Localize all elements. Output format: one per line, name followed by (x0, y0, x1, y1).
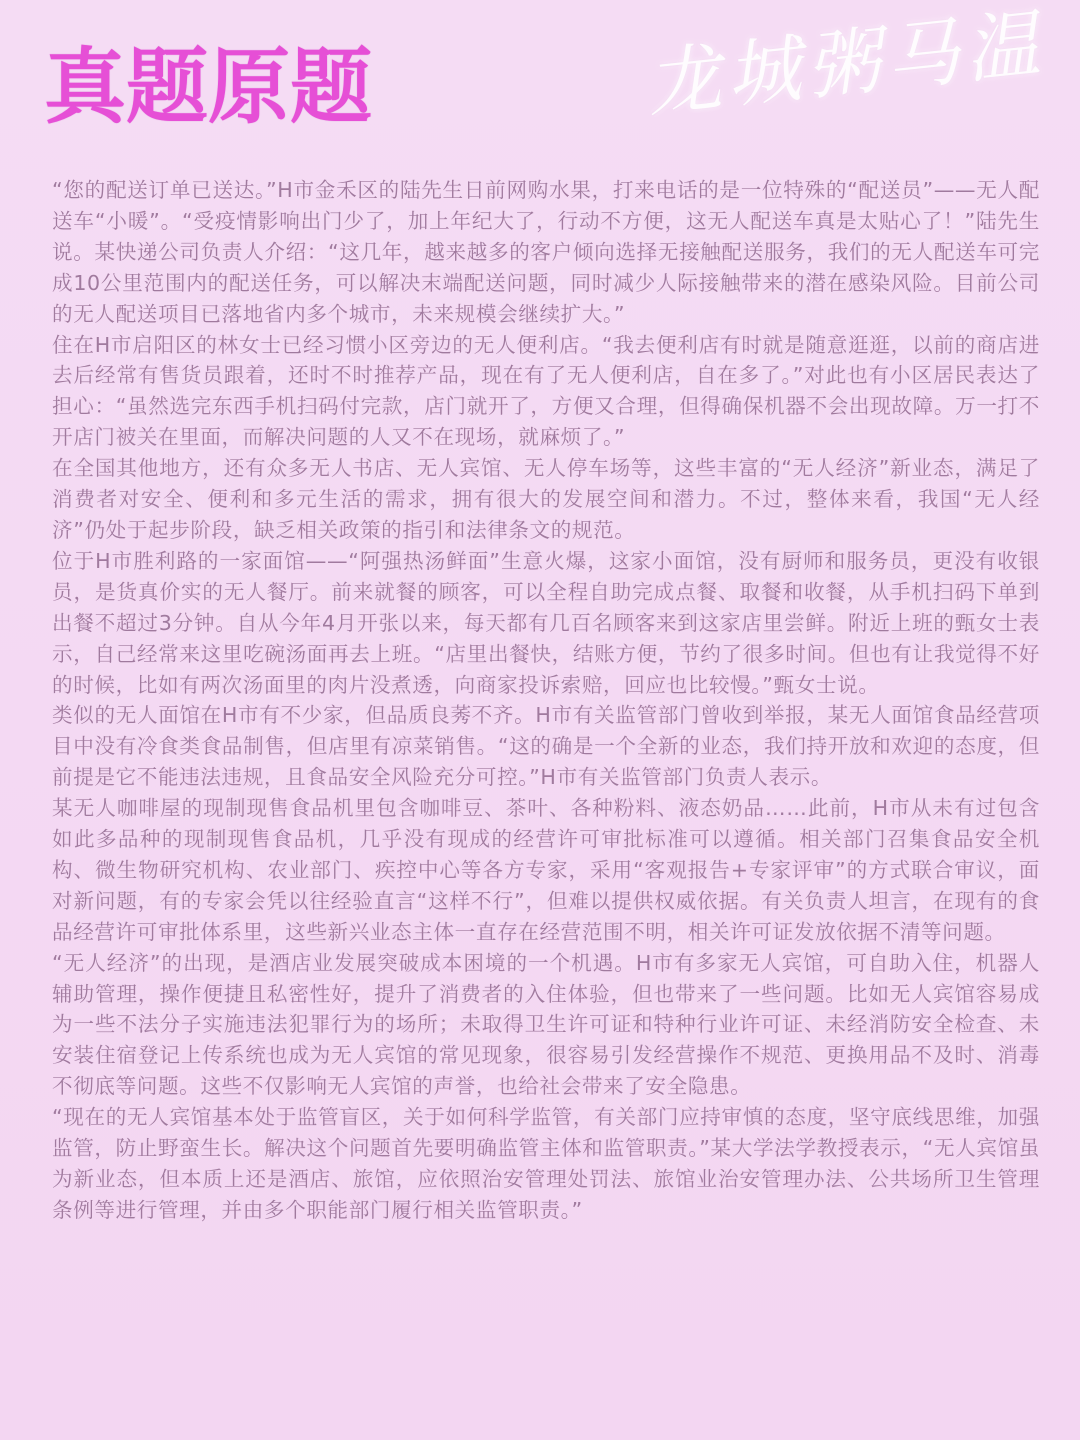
paragraph-5: 类似的无人面馆在H市有不少家，但品质良莠不齐。H市有关监管部门曾收到举报，某无人面馆食品经营项目中没有冷食类食品制售，但店里有凉菜销售。“这的确是一个全新的业态，我们持开放和欢迎的态度，但前提是它不能违法违规，且食品安全风险充分可控。”H市有关监管部门负责人表示。 (52, 703, 1040, 790)
paragraph-4: 位于H市胜利路的一家面馆——“阿强热汤鲜面”生意火爆，这家小面馆，没有厨师和服务员，更没有收银员，是货真价实的无人餐厅。前来就餐的顾客，可以全程自助完成点餐、取餐和收餐，从手机扫码下单到出餐不超过3分钟。自从今年4月开张以来，每天都有几百名顾客来到这家店里尝鲜。附近上班的甄女士表示，自己经常来这里吃碗汤面再去上班。“店里出餐快，结账方便，节约了很多时间。但也有让我觉得不好的时候，比如有两次汤面里的肉片没煮透，向商家投诉索赔，回应也比较慢。”甄女士说。 (52, 548, 1040, 697)
article-body (52, 175, 1040, 1226)
paragraph-8: “现在的无人宾馆基本处于监管盲区，关于如何科学监管，有关部门应持审慎的态度，坚守底线思维，加强监管，防止野蛮生长。解决这个问题首先要明确监管主体和监管职责。”某大学法学教授表示，“无人宾馆虽为新业态，但本质上还是酒店、旅馆，应依照治安管理处罚法、旅馆业治安管理办法、公共场所卫生管理条例等进行管理，并由多个职能部门履行相关监管职责。” (52, 1105, 1040, 1222)
page-title: 真题原题 (44, 40, 373, 135)
paragraph-6: 某无人咖啡屋的现制现售食品机里包含咖啡豆、茶叶、各种粉料、液态奶品……此前，H市从未有过包含如此多品种的现制现售食品机，几乎没有现成的经营许可审批标准可以遵循。相关部门召集食品安全机构、微生物研究机构、农业部门、疾控中心等各方专家，采用“客观报告+专家评审”的方式联合审议，面对新问题，有的专家会凭以往经验直言“这样不行”，但难以提供权威依据。有关负责人坦言，在现有的食品经营许可审批体系里，这些新兴业态主体一直存在经营范围不明，相关许可证发放依据不清等问题。 (52, 796, 1040, 944)
paragraph-3: 在全国其他地方，还有众多无人书店、无人宾馆、无人停车场等，这些丰富的“无人经济”新业态，满足了消费者对安全、便利和多元生活的需求，拥有很大的发展空间和潜力。不过，整体来看，我国“无人经济”仍处于起步阶段，缺乏相关政策的指引和法律条文的规范。 (52, 456, 1040, 542)
signature-watermark: 龙城粥马温 (642, 0, 1050, 128)
paragraph-1: “您的配送订单已送达。”H市金禾区的陆先生日前网购水果，打来电话的是一位特殊的“配送员”——无人配送车“小暖”。“受疫情影响出门少了，加上年纪大了，行动不方便，这无人配送车真是太贴心了！”陆先生说。某快递公司负责人介绍：“这几年，越来越多的客户倾向选择无接触配送服务，我们的无人配送车可完成10公里范围内的配送任务，可以解决末端配送问题，同时减少人际接触带来的潜在感染风险。目前公司的无人配送项目已落地省内多个城市，未来规模会继续扩大。” (52, 178, 1040, 326)
paragraph-7: “无人经济”的出现，是酒店业发展突破成本困境的一个机遇。H市有多家无人宾馆，可自助入住，机器人辅助管理，操作便捷且私密性好，提升了消费者的入住体验，但也带来了一些问题。比如无人宾馆容易成为一些不法分子实施违法犯罪行为的场所；未取得卫生许可证和特种行业许可证、未经消防安全检查、未安装住宿登记上传系统也成为无人宾馆的常见现象，很容易引发经营操作不规范、更换用品不及时、消毒不彻底等问题。这些不仅影响无人宾馆的声誉，也给社会带来了安全隐患。 (52, 950, 1040, 1099)
paragraph-2: 住在H市启阳区的林女士已经习惯小区旁边的无人便利店。“我去便利店有时就是随意逛逛，以前的商店进去后经常有售货员跟着，还时不时推荐产品，现在有了无人便利店，自在多了。”对此也有小区居民表达了担心：“虽然选完东西手机扫码付完款，店门就开了，方便又合理，但得确保机器不会出现故障。万一打不开店门被关在里面，而解决问题的人又不在现场，就麻烦了。” (52, 332, 1040, 450)
